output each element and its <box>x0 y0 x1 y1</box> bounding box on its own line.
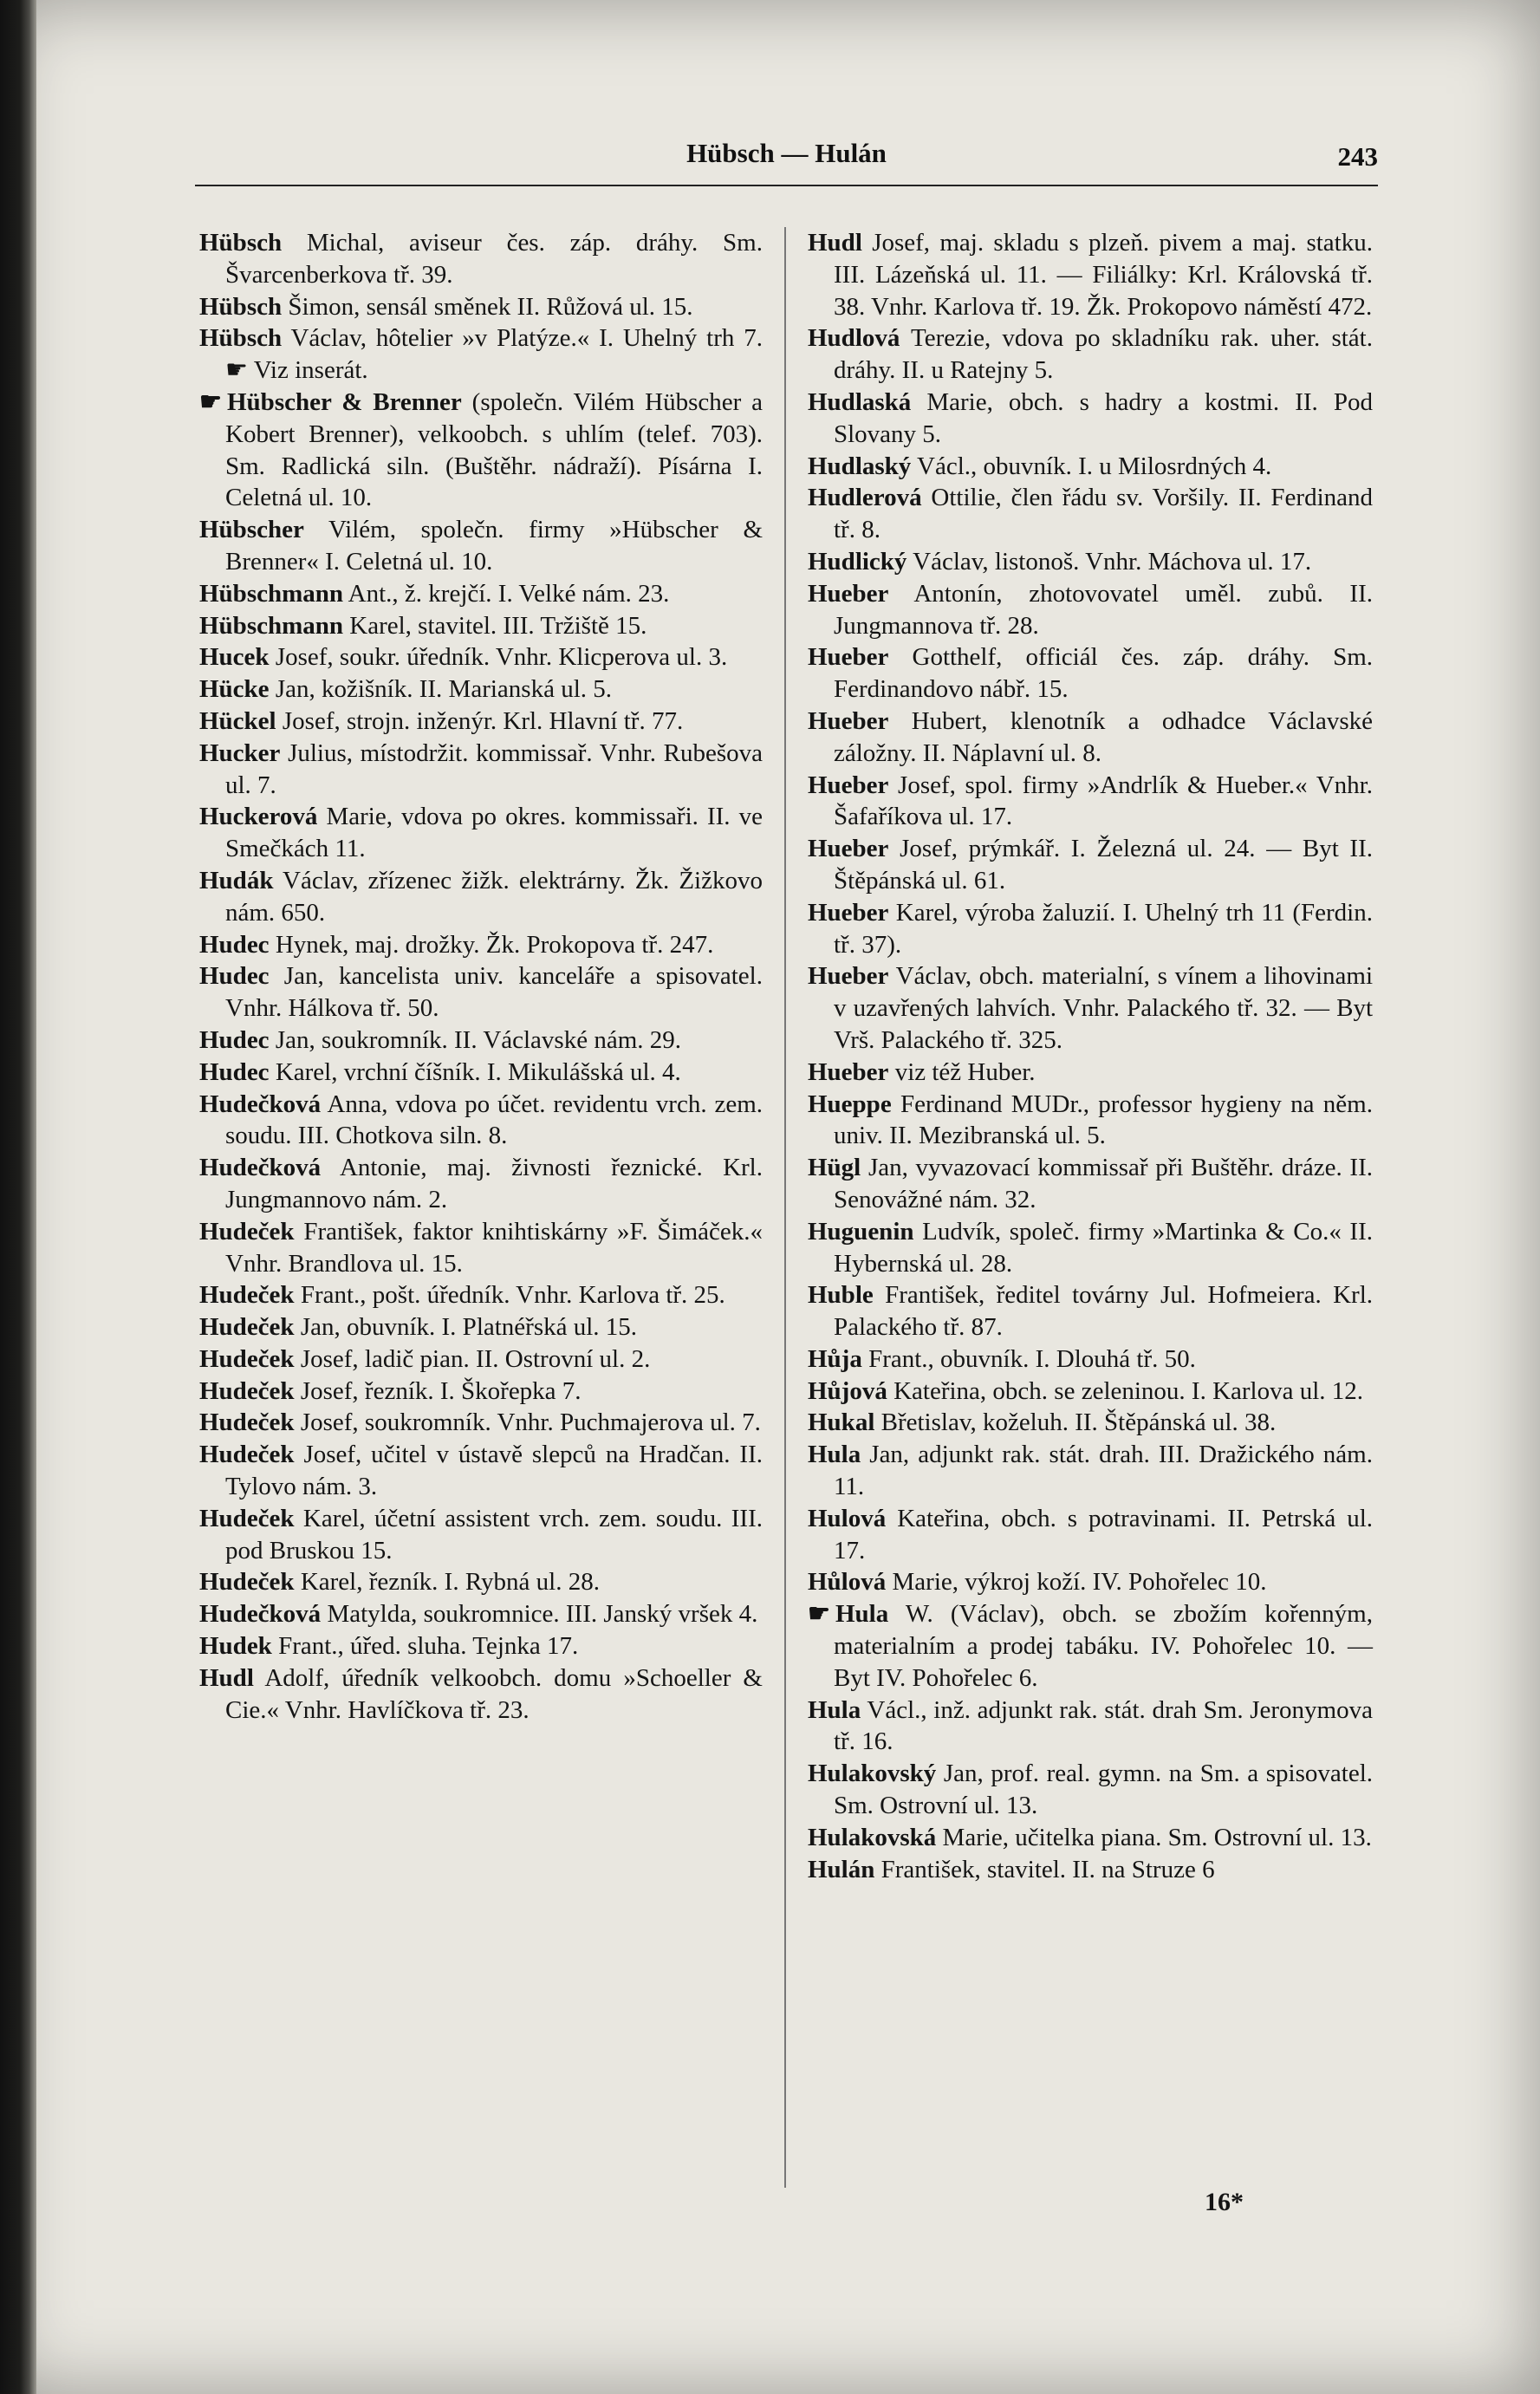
entry-name: Hudeček <box>199 1217 295 1246</box>
pointing-hand-icon: ☛ <box>808 1600 830 1629</box>
entry-details: Marie, obch. s hadry a kostmi. II. Pod Slovany 5. <box>834 387 1373 448</box>
entry-details: Anna, vdova po účet. revidentu vrch. zem. soudu. III. Chotkova siln. 8. <box>225 1090 763 1150</box>
entry-details: Kateřina, obch. se zeleninou. I. Karlova ul. 12. <box>887 1376 1364 1405</box>
entry-details: Jan, adjunkt rak. stát. drah. III. Dražického nám. 11. <box>834 1441 1373 1501</box>
entry-details: Josef, maj. skladu s plzeň. pivem a maj. statku. III. Lázeňská ul. 11. — Filiálky: Krl. Královská tř. 38. Vnhr. Karlova tř. 19. Žk. Prokopovo náměstí 472. <box>834 229 1373 321</box>
directory-entry <box>808 1695 1373 1759</box>
entry-name: Hücke <box>199 675 270 704</box>
directory-entry <box>808 1152 1373 1216</box>
entry-details: Michal, aviseur čes. záp. dráhy. Sm. Švarcenberkova tř. 39. <box>225 229 763 289</box>
entry-name: Huckerová <box>199 803 318 831</box>
entry-details: Ant., ž. krejčí. I. Velké nám. 23. <box>343 579 670 608</box>
directory-entry <box>808 706 1373 770</box>
directory-entry <box>199 1343 763 1376</box>
directory-entry <box>199 1089 763 1153</box>
entry-details: Matylda, soukromnice. III. Janský vršek 4. <box>321 1600 758 1629</box>
entry-name: Hucek <box>199 643 270 672</box>
directory-entry <box>808 578 1373 642</box>
entry-name: Hudl <box>199 1663 254 1692</box>
entry-details: Karel, vrchní číšník. I. Mikulášská ul. 4. <box>269 1057 681 1086</box>
entry-name: Hudec <box>199 1057 270 1086</box>
entry-name: Hübscher & Brenner <box>227 387 462 416</box>
entry-name: Hueber <box>808 962 889 991</box>
directory-entry <box>808 1439 1373 1503</box>
directory-entry <box>199 1025 763 1057</box>
entry-details: Jan, kancelista univ. kanceláře a spisovatel. Vnhr. Hálkova tř. 50. <box>225 962 763 1023</box>
entry-name: Hudeček <box>199 1376 295 1405</box>
entry-name: Hudeček <box>199 1504 295 1532</box>
directory-entry <box>808 1566 1373 1598</box>
entry-name: Hudlaská <box>808 387 912 416</box>
entry-name: Hudeček <box>199 1344 295 1373</box>
entry-details: Jan, kožišník. II. Marianská ul. 5. <box>269 675 613 704</box>
entry-details: Josef, spol. firmy »Andrlík & Hueber.« Vnhr. Šafaříkova ul. 17. <box>834 771 1373 831</box>
entry-name: Hudec <box>199 1025 270 1054</box>
directory-entry <box>808 1089 1373 1153</box>
directory-entry <box>808 1376 1373 1408</box>
entry-name: Hudeček <box>199 1313 295 1342</box>
directory-entry <box>808 770 1373 834</box>
entry-details: Ludvík, společ. firmy »Martinka & Co.« II. Hybernská ul. 28. <box>834 1217 1373 1278</box>
entry-details: Václav, obch. materialní, s vínem a lihovinami v uzavřených lahvích. Vnhr. Palackého tř. 32. — Byt Vrš. Palackého tř. 325. <box>834 962 1373 1054</box>
entry-name: Hübscher <box>199 516 304 544</box>
entry-details: Julius, místodržit. kommissař. Vnhr. Rubešova ul. 7. <box>225 738 763 799</box>
directory-entry <box>199 641 763 673</box>
entry-name: Hudec <box>199 962 270 991</box>
entry-name: Hudečková <box>199 1154 322 1182</box>
entry-name: Hueber <box>808 706 889 735</box>
directory-entry <box>199 1279 763 1311</box>
entry-details: Ferdinand MUDr., professor hygieny na něm. univ. II. Mezibranská ul. 5. <box>834 1090 1373 1150</box>
directory-entry <box>199 1503 763 1567</box>
directory-entry <box>808 960 1373 1056</box>
page-header <box>195 134 1378 186</box>
entry-details: Jan, obuvník. I. Platnéřská ul. 15. <box>294 1313 638 1342</box>
entry-name: Hula <box>808 1441 861 1469</box>
pointing-hand-icon: ☛ <box>199 387 222 416</box>
directory-entry <box>199 387 763 514</box>
entry-details: František, ředitel továrny Jul. Hofmeiera. Krl. Palackého tř. 87. <box>834 1281 1373 1342</box>
directory-entry <box>199 514 763 578</box>
entry-name: Hueber <box>808 835 889 863</box>
entry-name: Hückel <box>199 706 276 735</box>
entry-details: Terezie, vdova po skladníku rak. uher. stát. dráhy. II. u Ratejny 5. <box>834 324 1373 385</box>
entry-details: Břetislav, koželuh. II. Štěpánská ul. 38. <box>874 1408 1277 1437</box>
entry-name: Hueppe <box>808 1090 892 1118</box>
entry-name: Hůjová <box>808 1376 887 1405</box>
directory-entry <box>808 833 1373 897</box>
entry-details: Hubert, klenotník a odhadce Václavské záložny. II. Náplavní ul. 8. <box>834 706 1373 767</box>
entry-details: Josef, řezník. I. Škořepka 7. <box>294 1376 582 1405</box>
directory-entry <box>808 322 1373 387</box>
directory-entry <box>199 1630 763 1662</box>
directory-entry <box>808 1598 1373 1694</box>
entry-details: Kateřina, obch. s potravinami. II. Petrská ul. 17. <box>834 1504 1373 1565</box>
signature-mark: 16* <box>1205 2188 1244 2216</box>
entry-details: Ottilie, člen řádu sv. Voršily. II. Ferdinand tř. 8. <box>834 484 1373 544</box>
left-column <box>199 227 763 1726</box>
directory-entry <box>808 1854 1373 1886</box>
directory-entry <box>808 546 1373 578</box>
entry-details: Šimon, sensál směnek II. Růžová ul. 15. <box>282 292 693 321</box>
entry-name: Hudeček <box>199 1441 295 1469</box>
entry-details: W. (Václav), obch. se zbožím kořenným, materialním a prodej tabáku. IV. Pohořelec 10. — Byt IV. Pohořelec 6. <box>834 1600 1373 1692</box>
entry-name: Hueber <box>808 898 889 927</box>
entry-details: Marie, výkroj koží. IV. Pohořelec 10. <box>886 1568 1267 1597</box>
header-rule <box>195 185 1378 186</box>
entry-details: Jan, prof. real. gymn. na Sm. a spisovatel. Sm. Ostrovní ul. 13. <box>834 1760 1373 1820</box>
entry-details: Karel, účetní assistent vrch. zem. soudu. III. pod Bruskou 15. <box>225 1504 763 1565</box>
directory-entry <box>199 291 763 323</box>
entry-name: Hudlaský <box>808 452 912 480</box>
entry-name: Hueber <box>808 1057 889 1086</box>
entry-details: Václav, listonoš. Vnhr. Máchova ul. 17. <box>906 547 1312 576</box>
entry-details: Frant., pošt. úředník. Vnhr. Karlova tř. 25. <box>294 1281 725 1310</box>
entry-name: Hügl <box>808 1154 861 1182</box>
right-column <box>808 227 1373 1885</box>
entry-name: Hulakovská <box>808 1823 937 1851</box>
directory-entry <box>199 1057 763 1089</box>
entry-name: Hucker <box>199 738 281 767</box>
directory-entry <box>808 1216 1373 1280</box>
directory-entry <box>808 1822 1373 1854</box>
entry-name: Hula <box>808 1695 861 1724</box>
entry-name: Hůlová <box>808 1568 887 1597</box>
entry-name: Hula <box>835 1600 889 1629</box>
directory-entry <box>199 960 763 1025</box>
directory-entry <box>808 1407 1373 1439</box>
entry-details: Josef, ladič pian. II. Ostrovní ul. 2. <box>294 1344 651 1373</box>
entry-details: Jan, vyvazovací kommissař při Buštěhr. dráze. II. Senovážné nám. 32. <box>834 1154 1373 1213</box>
directory-entry <box>199 1662 763 1727</box>
directory-entry <box>199 610 763 642</box>
directory-entry <box>199 929 763 961</box>
directory-entry <box>199 865 763 929</box>
directory-entry <box>199 1407 763 1439</box>
entry-details: Marie, učitelka piana. Sm. Ostrovní ul. 13. <box>936 1823 1372 1851</box>
entry-name: Hübschmann <box>199 611 344 640</box>
entry-name: Hudečková <box>199 1600 322 1629</box>
directory-entry <box>199 1566 763 1598</box>
directory-entry <box>808 1279 1373 1343</box>
directory-entry <box>199 578 763 610</box>
entry-name: Hübsch <box>199 229 283 257</box>
page-number: 243 <box>1337 141 1378 172</box>
directory-entry <box>808 1758 1373 1822</box>
directory-entry <box>808 641 1373 706</box>
entry-name: Hübsch <box>199 324 283 353</box>
entry-details: Adolf, úředník velkoobch. domu »Schoeller & Cie.« Vnhr. Havlíčkova tř. 23. <box>225 1663 763 1724</box>
directory-entry <box>199 322 763 387</box>
entry-name: Hueber <box>808 579 889 608</box>
entry-name: Hudlický <box>808 547 907 576</box>
directory-entry <box>199 1598 763 1630</box>
entry-name: Hudec <box>199 930 270 959</box>
entry-details: Frant., úřed. sluha. Tejnka 17. <box>271 1632 579 1661</box>
directory-entry <box>199 738 763 802</box>
entry-details: Gotthelf, officiál čes. záp. dráhy. Sm. Ferdinandovo nábř. 15. <box>834 643 1373 704</box>
entry-details: Václav, zřízenec žižk. elektrárny. Žk. Žižkovo nám. 650. <box>225 866 763 927</box>
entry-details: Václ., inž. adjunkt rak. stát. drah Sm. Jeronymova tř. 16. <box>834 1695 1373 1756</box>
entry-details: Jan, soukromník. II. Václavské nám. 29. <box>269 1025 682 1054</box>
book-binding-edge <box>0 0 36 2394</box>
entry-name: Hulán <box>808 1855 875 1883</box>
entry-name: Hudečková <box>199 1090 322 1118</box>
entry-name: Hudák <box>199 866 274 894</box>
entry-details: Antonie, maj. živnosti řeznické. Krl. Jungmannovo nám. 2. <box>225 1154 763 1213</box>
directory-entry <box>199 227 763 291</box>
entry-details: Marie, vdova po okres. kommissaři. II. ve Smečkách 11. <box>225 803 763 863</box>
entry-details: Vilém, společn. firmy »Hübscher & Brenner« I. Celetná ul. 10. <box>225 516 763 576</box>
column-divider <box>784 227 786 2188</box>
running-title: Hübsch — Hulán <box>686 138 887 168</box>
directory-entry <box>808 897 1373 961</box>
entry-details: Antonín, zhotovovatel uměl. zubů. II. Jungmannova tř. 28. <box>834 579 1373 640</box>
entry-name: Hübsch <box>199 292 283 321</box>
entry-details: Karel, výroba žaluzií. I. Uhelný trh 11 (Ferdin. tř. 37). <box>834 898 1373 959</box>
entry-name: Hudeček <box>199 1568 295 1597</box>
directory-entry <box>199 1152 763 1216</box>
entry-name: Hudeček <box>199 1408 295 1437</box>
entry-details: Josef, učitel v ústavě slepců na Hradčan. II. Tylovo nám. 3. <box>225 1441 763 1501</box>
directory-entry <box>199 801 763 865</box>
entry-details: Karel, stavitel. III. Tržiště 15. <box>343 611 647 640</box>
entry-name: Hukal <box>808 1408 875 1437</box>
directory-entry <box>808 1343 1373 1376</box>
directory-entry <box>199 1439 763 1503</box>
entry-name: Hübschmann <box>199 579 344 608</box>
directory-entry <box>808 227 1373 322</box>
entry-name: Hudlová <box>808 324 900 353</box>
entry-name: Hulakovský <box>808 1760 937 1788</box>
directory-entry <box>199 1376 763 1408</box>
directory-entry <box>808 1057 1373 1089</box>
entry-details: František, stavitel. II. na Struze 6 <box>874 1855 1215 1883</box>
directory-entry <box>199 706 763 738</box>
directory-entry <box>808 482 1373 546</box>
entry-details: Josef, soukromník. Vnhr. Puchmajerova ul. 7. <box>294 1408 761 1437</box>
entry-details: Hynek, maj. drožky. Žk. Prokopova tř. 247. <box>269 930 714 959</box>
entry-name: Huble <box>808 1281 874 1310</box>
entry-details: Josef, strojn. inženýr. Krl. Hlavní tř. 77. <box>276 706 684 735</box>
entry-details: Josef, soukr. úředník. Vnhr. Klicperova ul. 3. <box>269 643 728 672</box>
entry-name: Huguenin <box>808 1217 914 1246</box>
entry-name: Hudek <box>199 1632 272 1661</box>
entry-name: Hudlerová <box>808 484 922 512</box>
entry-details: Josef, prýmkář. I. Železná ul. 24. — Byt II. Štěpánská ul. 61. <box>834 835 1373 894</box>
directory-entry <box>199 673 763 706</box>
directory-entry <box>808 1503 1373 1567</box>
entry-name: Hueber <box>808 771 889 799</box>
entry-details: Václ., obuvník. I. u Milosrdných 4. <box>911 452 1272 480</box>
entry-details: viz též Huber. <box>888 1057 1036 1086</box>
directory-entry <box>199 1311 763 1343</box>
entry-name: Hueber <box>808 643 889 672</box>
entry-details: František, faktor knihtiskárny »F. Šimáček.« Vnhr. Brandlova ul. 15. <box>225 1217 763 1278</box>
directory-entry <box>199 1216 763 1280</box>
entry-details: Frant., obuvník. I. Dlouhá tř. 50. <box>861 1344 1196 1373</box>
entry-name: Hůja <box>808 1344 862 1373</box>
entry-name: Hudl <box>808 229 862 257</box>
directory-entry <box>808 387 1373 451</box>
entry-name: Hulová <box>808 1504 887 1532</box>
entry-details: Václav, hôtelier »v Platýze.« I. Uhelný trh 7. ☛ Viz inserát. <box>225 324 763 385</box>
directory-entry <box>808 451 1373 483</box>
entry-details: (společn. Vilém Hübscher a Kobert Brenner), velkoobch. s uhlím (telef. 703). Sm. Radlická siln. (Buštěhr. nádraží). Písárna I. Celetná ul. 10. <box>225 387 764 512</box>
entry-details: Karel, řezník. I. Rybná ul. 28. <box>294 1568 600 1597</box>
entry-name: Hudeček <box>199 1281 295 1310</box>
